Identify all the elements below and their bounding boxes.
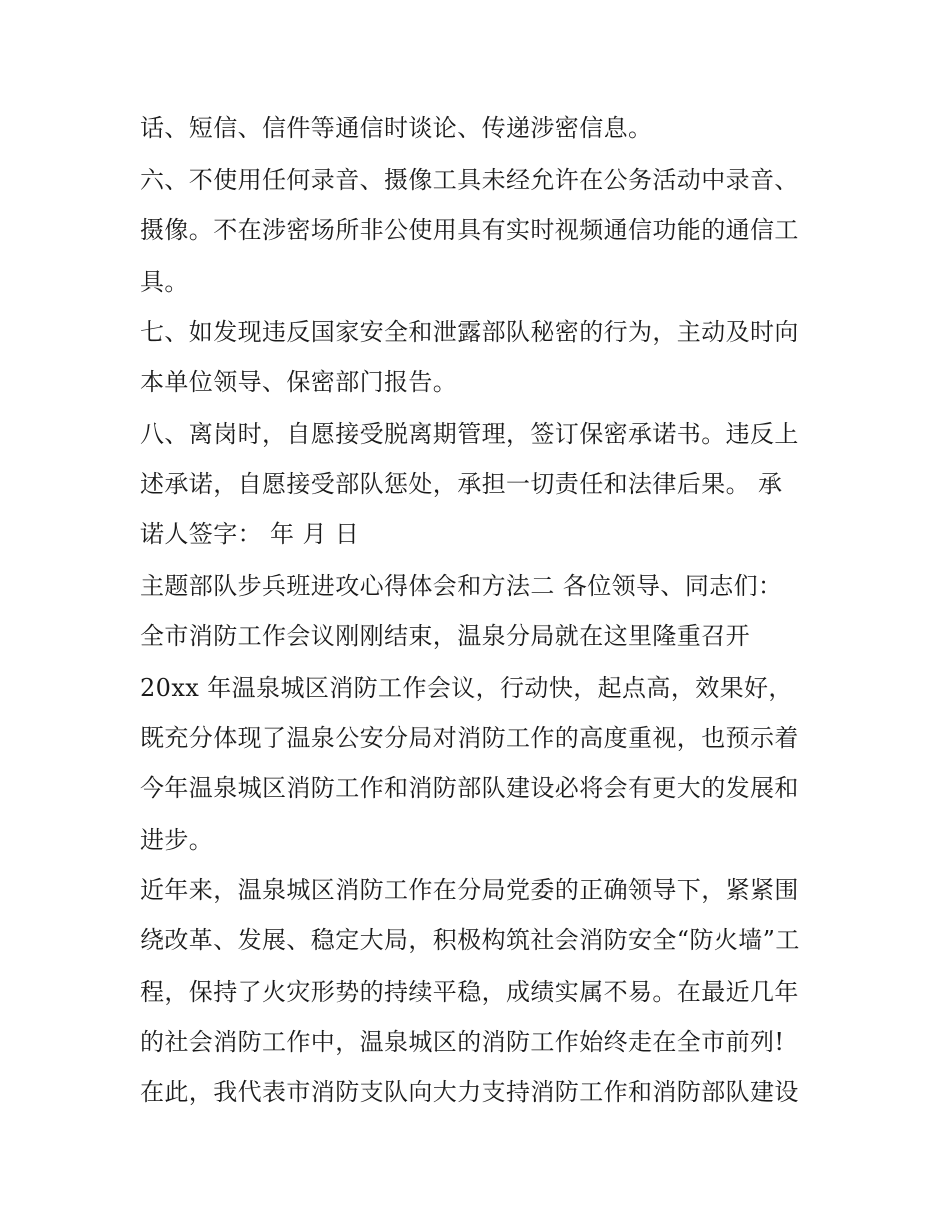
text-line: 既充分体现了温泉公安分局对消防工作的高度重视，也预示着 <box>140 724 799 752</box>
text-line: 进步。 <box>140 826 214 854</box>
text-line: 的社会消防工作中，温泉城区的消防工作始终走在全市前列! <box>140 1028 785 1056</box>
text-line: 六、不使用任何录音、摄像工具未经允许在公务活动中录音、 <box>140 166 799 194</box>
text-line: 述承诺，自愿接受部队惩处，承担一切责任和法律后果。 承 <box>140 470 783 498</box>
signature-line: 诺人签字： 年 月 日 <box>140 520 360 548</box>
text-line: 20xx 年温泉城区消防工作会议，行动快，起点高，效果好， <box>140 674 793 702</box>
text-line: 具。 <box>140 268 189 296</box>
section-title: 主题部队步兵班进攻心得体会和方法二 各位领导、同志们： <box>140 572 783 600</box>
text-line: 绕改革、发展、稳定大局，积极构筑社会消防安全“防火墙”工 <box>140 926 800 954</box>
text-line: 全市消防工作会议刚刚结束，温泉分局就在这里隆重召开 <box>140 622 750 650</box>
text-line: 本单位领导、保密部门报告。 <box>140 368 458 396</box>
text-line: 在此，我代表市消防支队向大力支持消防工作和消防部队建设 <box>140 1078 799 1106</box>
text-line: 今年温泉城区消防工作和消防部队建设必将会有更大的发展和 <box>140 774 799 802</box>
text-line: 八、离岗时，自愿接受脱离期管理，签订保密承诺书。违反上 <box>140 420 799 448</box>
text-line: 七、如发现违反国家安全和泄露部队秘密的行为，主动及时向 <box>140 318 799 346</box>
text-line: 近年来，温泉城区消防工作在分局党委的正确领导下，紧紧围 <box>140 876 799 904</box>
text-line: 话、短信、信件等通信时谈论、传递涉密信息。 <box>140 114 653 142</box>
text-line: 程，保持了火灾形势的持续平稳，成绩实属不易。在最近几年 <box>140 978 799 1006</box>
text-line: 摄像。不在涉密场所非公使用具有实时视频通信功能的通信工 <box>140 216 799 244</box>
